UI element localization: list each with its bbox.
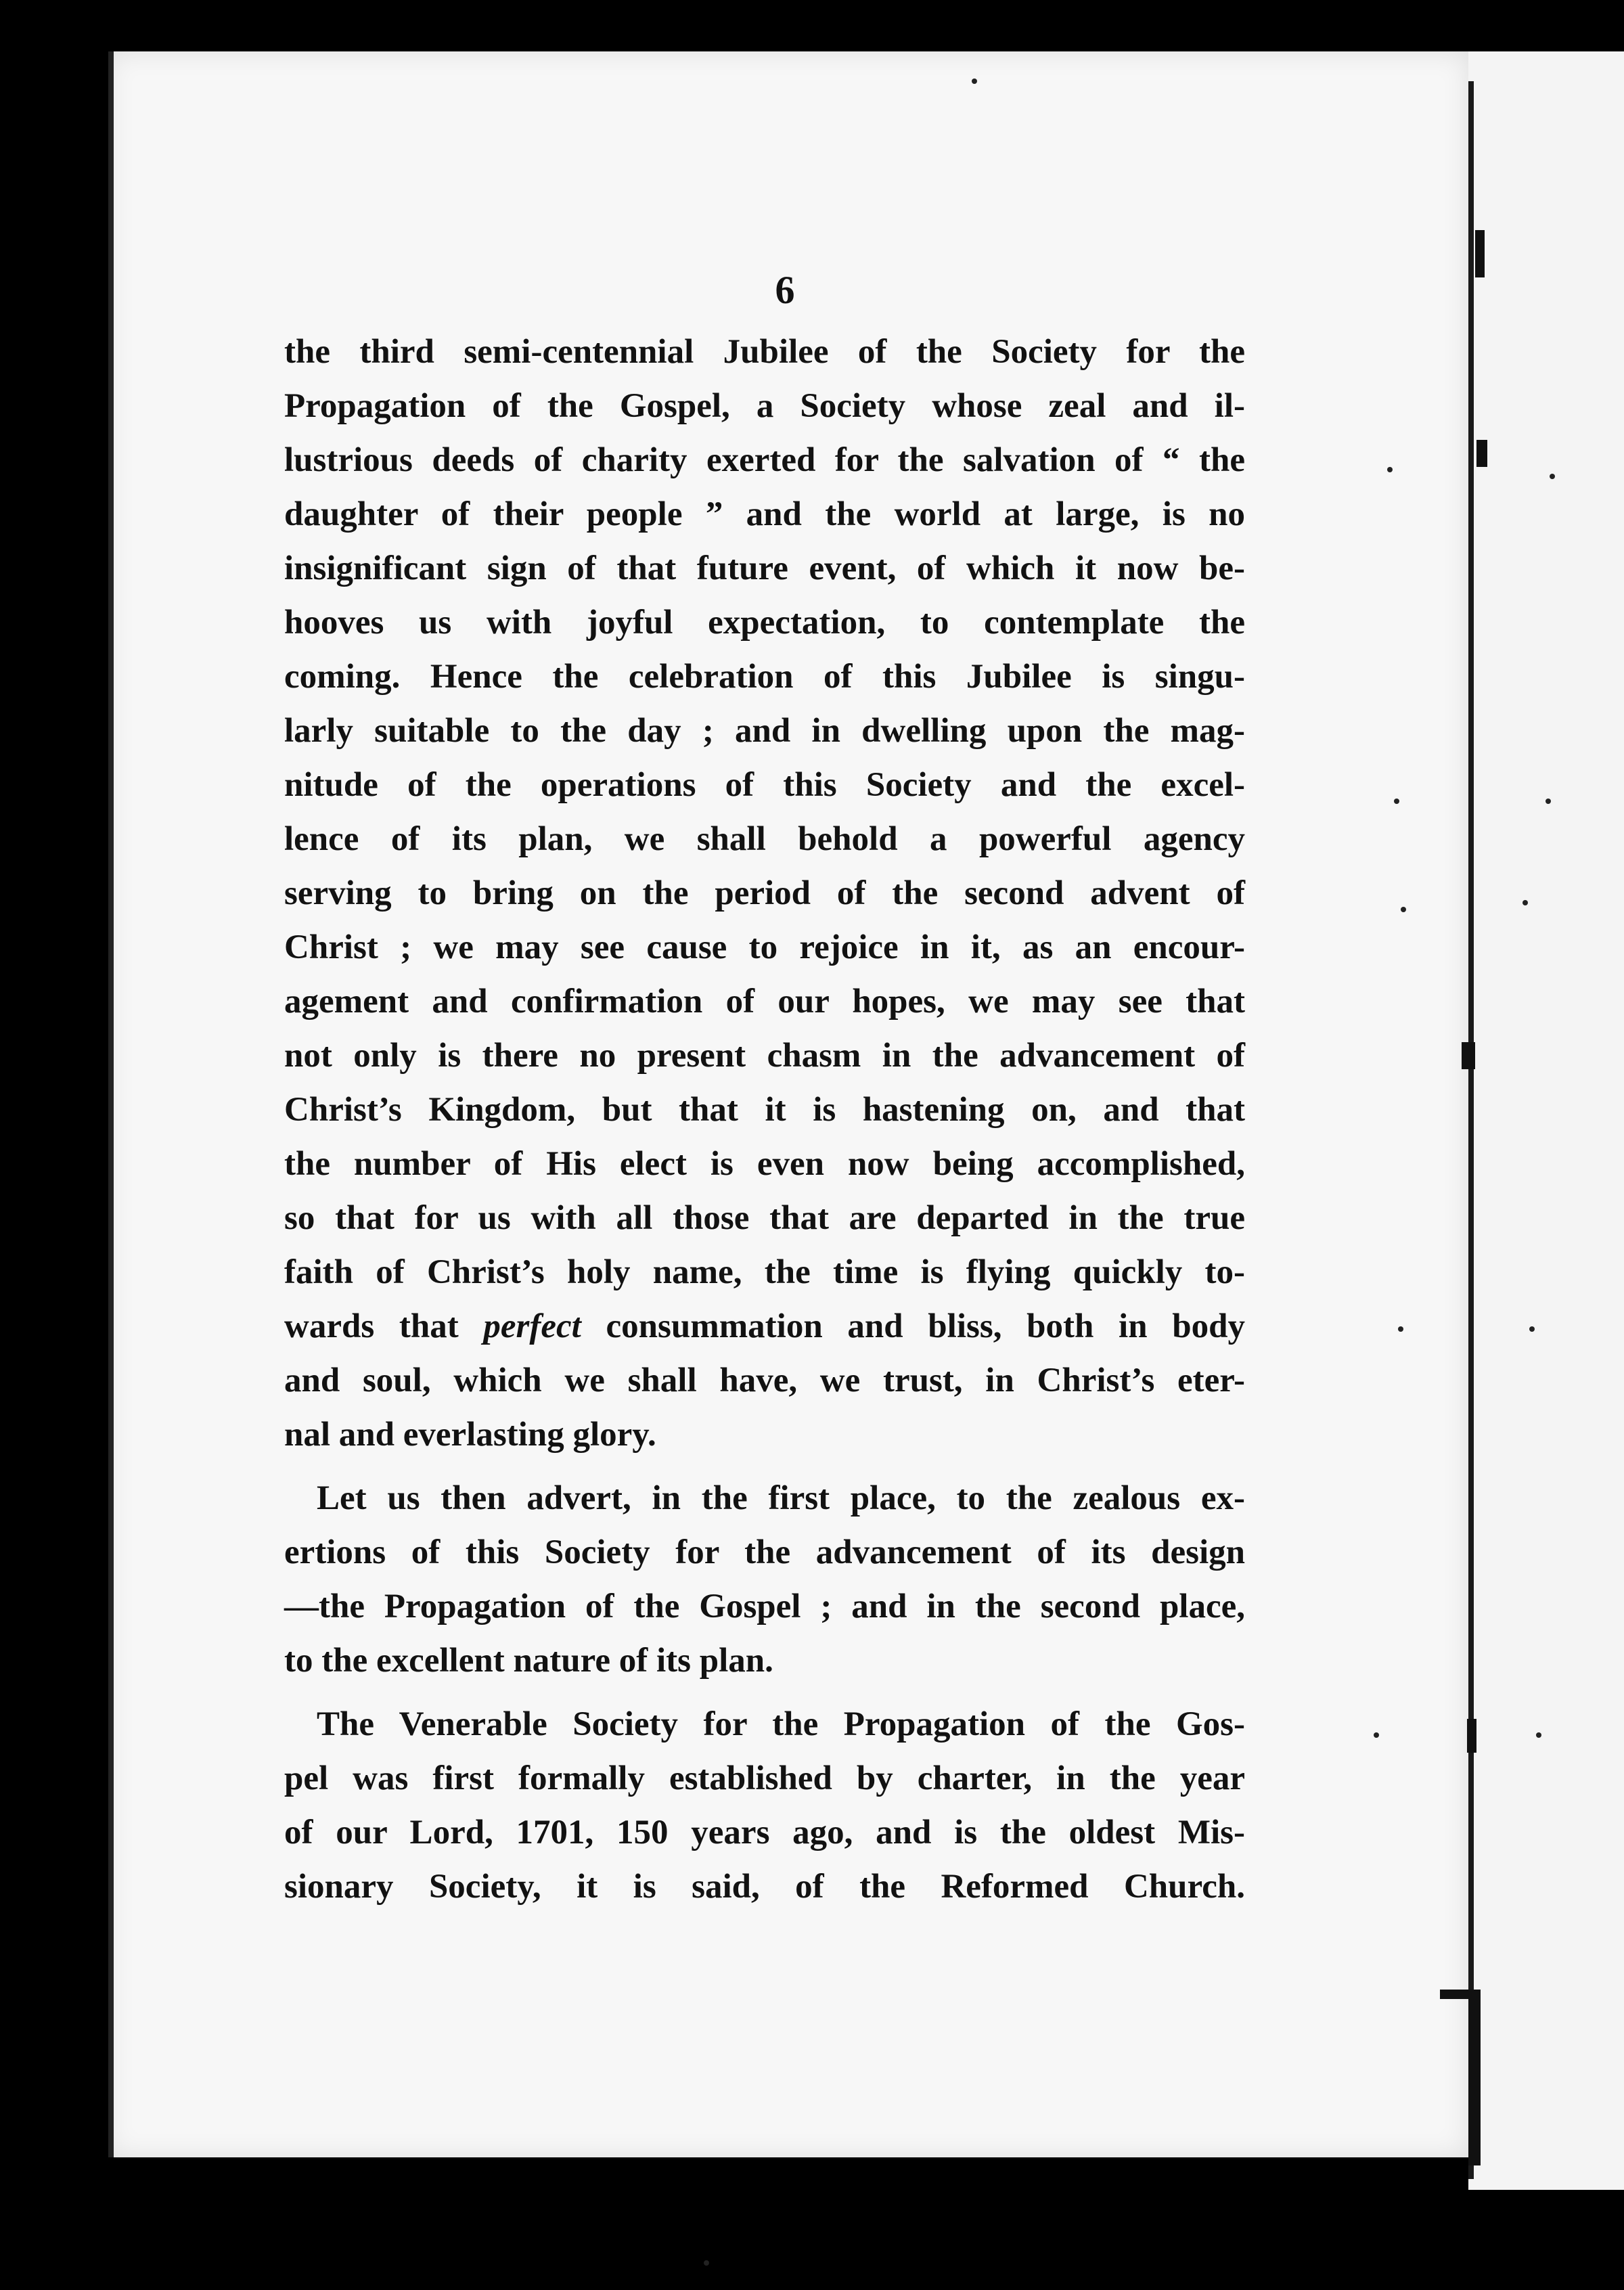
text-line: coming. Hence the celebration of this Jubilee is singu- (284, 658, 1245, 696)
text-line: Propagation of the Gospel, a Society whose zeal and il- (284, 387, 1245, 425)
scan-speck (1522, 900, 1528, 905)
scan-speck (972, 78, 977, 84)
scan-speck (1546, 799, 1551, 804)
scan-speck (704, 2260, 709, 2266)
text-line: sionary Society, it is said, of the Reformed Church. (284, 1868, 1245, 1906)
text-line: The Venerable Society for the Propagation of the Gos- (317, 1705, 1245, 1743)
gutter-bleed-mark (1462, 1042, 1475, 1069)
text-line: of our Lord, 1701, 150 years ago, and is the oldest Mis- (284, 1814, 1245, 1851)
scan-speck (1394, 799, 1399, 804)
text-run: consummation and bliss, both in body (581, 1307, 1245, 1345)
text-line: agement and confirmation of our hopes, we may see that (284, 983, 1245, 1020)
text-line: so that for us with all those that are departed in the true (284, 1199, 1245, 1237)
gutter-bleed-mark (1467, 1719, 1476, 1753)
text-line: nitude of the operations of this Society and the excel- (284, 766, 1245, 804)
text-line: pel was first formally established by charter, in the year (284, 1759, 1245, 1797)
text-line: larly suitable to the day ; and in dwelling upon the mag- (284, 712, 1245, 750)
text-line: lence of its plan, we shall behold a powerful agency (284, 820, 1245, 858)
text-run: wards that (284, 1307, 484, 1345)
text-line: nal and everlasting glory. (284, 1416, 656, 1454)
text-line: insignificant sign of that future event, of which it now be- (284, 549, 1245, 587)
text-line: and soul, which we shall have, we trust, in Christ’s eter- (284, 1362, 1245, 1399)
paragraph-gap (284, 1462, 1245, 1471)
facing-page-strip (1468, 51, 1624, 2190)
text-line: hooves us with joyful expectation, to contemplate the (284, 604, 1245, 642)
paragraph-gap (284, 1688, 1245, 1697)
text-line: not only is there no present chasm in the advancement of (284, 1037, 1245, 1075)
scan-speck (1529, 1326, 1535, 1332)
scan-speck (1398, 1326, 1403, 1332)
text-line: faith of Christ’s holy name, the time is flying quickly to- (284, 1253, 1245, 1291)
italic-word: perfect (483, 1307, 581, 1345)
page-left-edge (108, 51, 114, 2157)
gutter-bleed-mark (1468, 1990, 1481, 2165)
body-text (284, 325, 1245, 1914)
scan-speck (1550, 474, 1555, 479)
text-line: the number of His elect is even now being accomplished, (284, 1145, 1245, 1183)
gutter-bleed-mark (1475, 230, 1485, 277)
text-line: Let us then advert, in the first place, to the zealous ex- (317, 1479, 1245, 1517)
text-line: ertions of this Society for the advancement of its design (284, 1533, 1245, 1571)
text-line: —the Propagation of the Gospel ; and in the second place, (284, 1588, 1245, 1625)
page-number: 6 (775, 268, 795, 312)
text-line: to the excellent nature of its plan. (284, 1642, 773, 1680)
gutter-shadow (1468, 81, 1474, 2179)
scan-speck (1536, 1732, 1541, 1738)
gutter-bleed-mark (1476, 440, 1487, 467)
text-line: the third semi-centennial Jubilee of the Society for the (284, 333, 1245, 371)
text-line: Christ’s Kingdom, but that it is hastening on, and that (284, 1091, 1245, 1129)
text-line: serving to bring on the period of the second advent of (284, 874, 1245, 912)
text-line: Christ ; we may see cause to rejoice in it, as an encour- (284, 928, 1245, 966)
scan-speck (1387, 467, 1393, 472)
text-line: daughter of their people ” and the world at large, is no (284, 495, 1245, 533)
text-line: lustrious deeds of charity exerted for the salvation of “ the (284, 441, 1245, 479)
scan-speck (1374, 1732, 1379, 1738)
scan-speck (1401, 907, 1406, 912)
text-line-with-italic (284, 1299, 1245, 1353)
